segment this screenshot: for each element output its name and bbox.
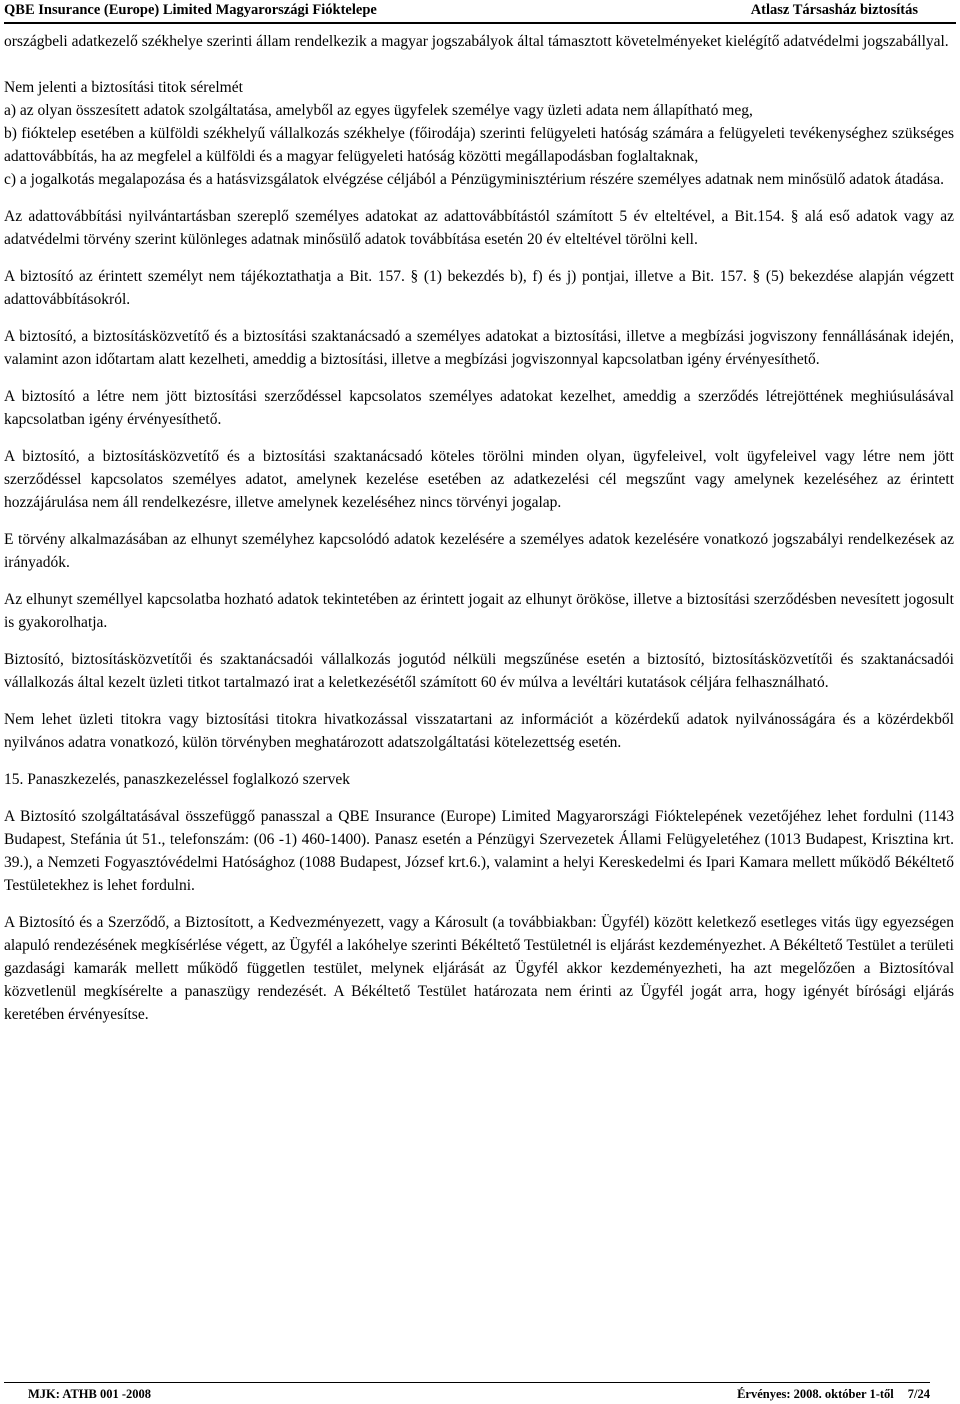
paragraph: országbeli adatkezelő székhelye szerinti állam rendelkezik a magyar jogszabályok által támasztott követelményeket kielégítő adatvédelmi jogszabállyal. [4,33,949,50]
list-item-a: a) az olyan összesített adatok szolgáltatása, amelyből az egyes ügyfelek személye vagy üzleti adata nem állapítható meg, [4,102,753,119]
header-product-name: Atlasz Társasház biztosítás [750,2,918,18]
header-company-name: QBE Insurance (Europe) Limited Magyarországi Fióktelepe [4,2,377,18]
page-number: 7/24 [907,1387,930,1401]
page-header [4,0,956,24]
paragraph: A biztosító a létre nem jött biztosítási szerződéssel kapcsolatos személyes adatokat kezelhet, ameddig a szerződés létrejöttének meghiúsulásával kapcsolatban igény érvényesíthető. [4,388,954,428]
list-item-c: c) a jogalkotás megalapozása és a hatásvizsgálatok elvégzése céljából a Pénzügyminisztérium részére személyes adatnak nem minősülő adatok átadása. [4,171,944,188]
paragraph: A Biztosító szolgáltatásával összefüggő panasszal a QBE Insurance (Europe) Limited Magyarországi Fióktelepének vezetőjéhez lehet fordulni (1143 Budapest, Stefánia út 51., telefonszám: (06 -1) 460-1400). Panasz esetén a Pénzügyi Szervezetek Állami Felügyeletéhez (1013 Budapest, Krisztina krt. 39.), a Nemzeti Fogyasztóvédelmi Hatósághoz (1088 Budapest, József krt.6.), valamint a helyi Kereskedelmi és Ipari Kamara mellett működő Békéltető Testületekhez is lehet fordulni. [4,808,954,894]
paragraph: A biztosító, a biztosításközvetítő és a biztosítási szaktanácsadó a személyes adatokat a biztosítási, illetve a megbízási jogviszony fennállásának idején, valamint azon időtartam alatt kezelheti, ameddig a biztosítási, illetve a megbízási jogviszonnyal kapcsolatban igény érvényesíthető. [4,328,954,368]
paragraph: A Biztosító és a Szerződő, a Biztosított, a Kedvezményezett, vagy a Károsult (a továbbiakban: Ügyfél) között keletkező esetleges vitás ügy egyezségen alapuló rendezésének megkísérlése végett, az Ügyfél a lakóhelye szerinti Békéltető Testületnél is eljárást kezdeményezhet. A Békéltető Testület a területi gazdasági kamarák mellett működő független testület, melynek eljárását az Ügyfél akkor kezdeményezheti, ha azt megelőzően a Biztosítóval közvetlenül megkísérelte a panaszügy rendezését. A Békéltető Testület határozata nem érinti az Ügyfél jogát arra, hogy igényét bírósági eljárás keretében érvényesítse. [4,914,954,1023]
list-item-b: b) fióktelep esetében a külföldi székhelyű vállalkozás székhelye (főirodája) szerinti felügyeleti hatóság számára a felügyeleti tevékenységhez szükséges adattovábbítás, ha az megfelel a külföldi és a magyar felügyeleti hatóság közötti megállapodásban foglaltaknak, [4,125,954,165]
paragraph: E törvény alkalmazásában az elhunyt személyhez kapcsolódó adatok kezelésére a személyes adatok kezelésére vonatkozó jogszabályi rendelkezések az irányadók. [4,531,954,571]
section-heading: 15. Panaszkezelés, panaszkezeléssel foglalkozó szervek [4,771,351,788]
paragraph: A biztosító az érintett személyt nem tájékoztathatja a Bit. 157. § (1) bekezdés b), f) és j) pontjai, illetve a Bit. 157. § (5) bekezdése alapján végzett adattovábbításokról. [4,268,954,308]
footer-document-id: MJK: ATHB 001 -2008 [28,1387,152,1401]
footer-validity-and-page [737,1385,930,1403]
paragraph: Az elhunyt személlyel kapcsolatba hozható adatok tekintetében az érintett jogait az elhunyt örököse, illetve a biztosítási szerződésben nevesített jogosult is gyakorolhatja. [4,591,954,631]
page-footer [4,1382,930,1403]
paragraph: Az adattovábbítási nyilvántartásban szereplő személyes adatokat az adattovábbítástól számított 5 év elteltével, a Bit.154. § alá eső adatok vagy az adatvédelmi törvény szerint különleges adatnak minősülő adatok továbbítása esetén 20 év elteltével törölni kell. [4,208,954,248]
footer-validity: Érvényes: 2008. október 1-től [737,1387,894,1401]
paragraph: Nem lehet üzleti titokra vagy biztosítási titokra hivatkozással visszatartani az információt a közérdekű adatok nyilvánosságára és a közérdekből nyilvános adatra vonatkozó, külön törvényben meghatározott adatszolgáltatási kötelezettség esetén. [4,711,954,751]
paragraph: Biztosító, biztosításközvetítői és szaktanácsadói vállalkozás jogutód nélküli megszűnése esetén a biztosító, biztosításközvetítői és szaktanácsadói vállalkozás által kezelt üzleti titkot tartalmazó irat a keletkezésétől számított 60 év múlva a levéltári kutatások céljára felhasználható. [4,651,954,691]
paragraph-intro: Nem jelenti a biztosítási titok sérelmét [4,79,243,96]
paragraph: A biztosító, a biztosításközvetítő és a biztosítási szaktanácsadó köteles törölni minden olyan, ügyfeleivel, volt ügyfeleivel vagy létre nem jött szerződéssel kapcsolatos személyes adatot, amelynek kezelése esetében az adatkezelési cél megszűnt vagy amelynek kezeléséhez az érintett hozzájárulása nem áll rendelkezésre, illetve amelynek kezeléséhez nincs törvényi jogalap. [4,448,954,511]
document-body [4,30,954,1040]
